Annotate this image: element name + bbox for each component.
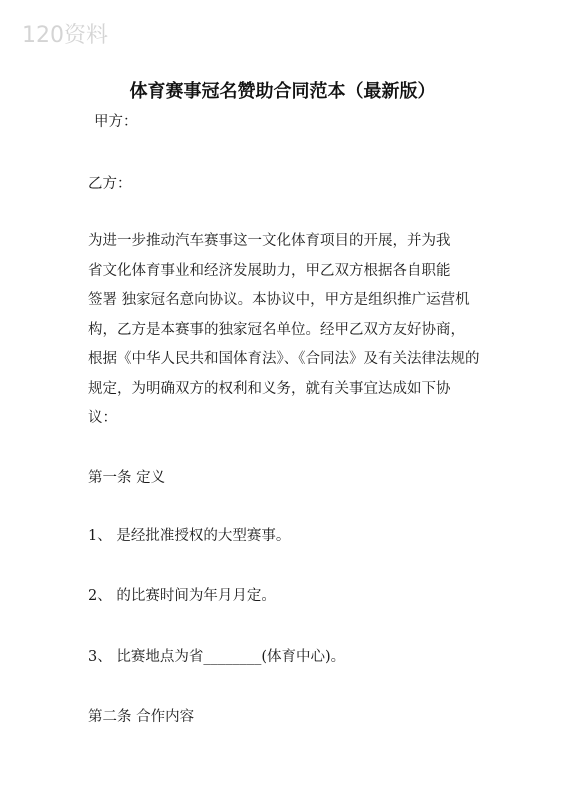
preamble-paragraph <box>88 227 488 434</box>
preamble-line: 省文化体育事业和经济发展助力，甲乙双方根据各自职能 <box>88 262 451 279</box>
party-a-label: 甲方： <box>94 114 138 130</box>
article-2-heading: 第二条 合作内容 <box>88 709 195 725</box>
preamble-line: 议： <box>88 410 117 426</box>
preamble-line: 为进一步推动汽车赛事这一文化体育项目的开展，并为我 <box>88 233 451 249</box>
preamble-line: 签署 独家冠名意向协议。本协议中，甲方是组织推广运营机 <box>88 292 470 308</box>
article-1-item-2: 2、 的比赛时间为年月月定。 <box>88 588 276 604</box>
article-1-item-1: 1、 是经批准授权的大型赛事。 <box>88 528 291 544</box>
watermark-logo: 120资料 <box>22 23 108 48</box>
preamble-line: 构，乙方是本赛事的独家冠名单位。经甲乙双方友好协商， <box>88 321 465 338</box>
party-b-label: 乙方： <box>88 176 132 192</box>
article-1-heading: 第一条 定义 <box>88 470 166 486</box>
preamble-line: 根据《中华人民共和国体育法》、《合同法》及有关法律法规的 <box>88 351 480 367</box>
document-title: 体育赛事冠名赞助合同范本（最新版） <box>129 81 436 102</box>
preamble-line: 规定，为明确双方的权利和义务，就有关事宜达成如下协 <box>88 380 451 397</box>
article-1-item-3: 3、 比赛地点为省________(体育中心)。 <box>88 649 346 665</box>
